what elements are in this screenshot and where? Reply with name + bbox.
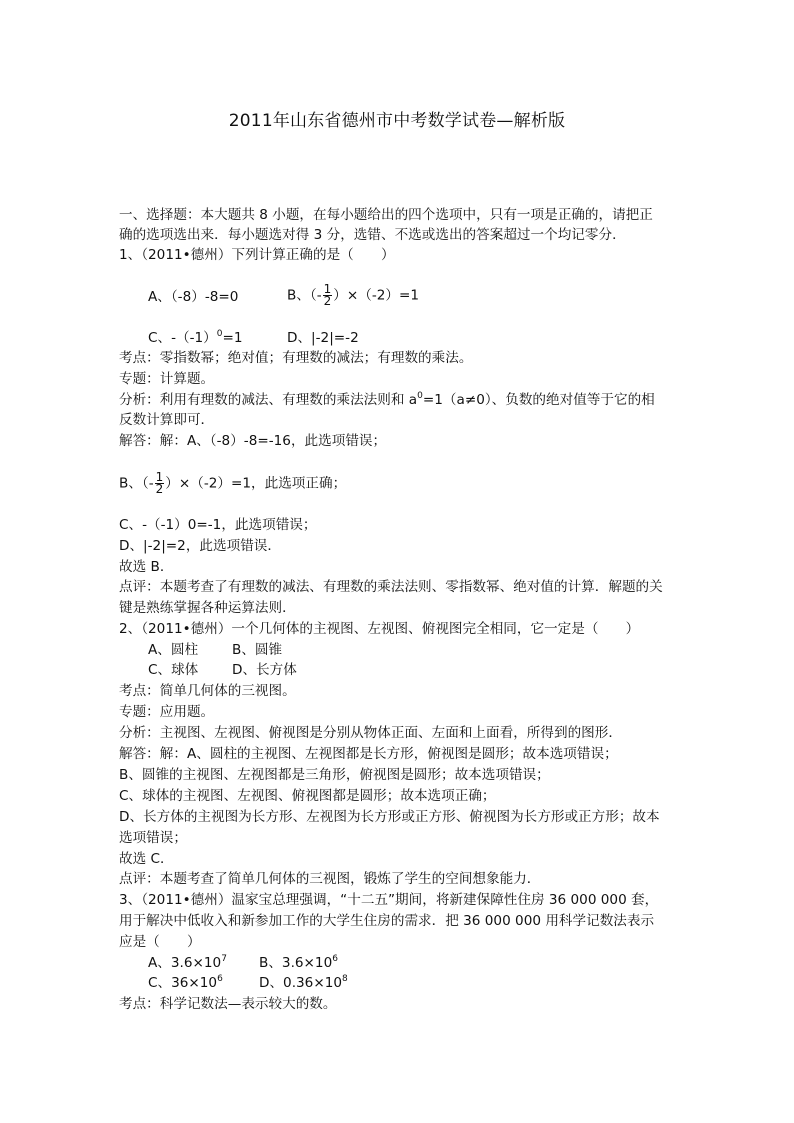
q3-stem-line1: 3、（2011•德州）温家宝总理强调，“十二五”期间，将新建保障性住房 36 000 000 套， [119, 892, 659, 908]
q1-option-c: C、$-(-1)^0=1$ [148, 329, 243, 346]
q2-jieda-b: B、圆锥的主视图、左视图都是三角形，俯视图是圆形；故本选项错误； [119, 767, 550, 783]
q2-jieda-d-line2: 选项错误； [119, 830, 187, 846]
q3-option-d: D、$0.36\times 10^8$ [259, 974, 348, 991]
q1-dianping-line2: 键是熟练掌握各种运算法则． [119, 600, 296, 616]
q2-answer: 故选 C． [119, 851, 174, 867]
q2-zhuanti: 专题：应用题。 [119, 704, 215, 720]
q1-answer: 故选 B． [119, 559, 174, 575]
q2-kaodian: 考点：简单几何体的三视图。 [119, 683, 296, 699]
q1-option-a: A、（-8）-8=0 [148, 289, 239, 305]
q1-option-b-fraction: $\frac{1}{2}$ [323, 282, 332, 308]
q1-jieda-b: B、（- $\frac{1}{2}$ ）×（-2）=1，此选项正确； [119, 470, 347, 496]
q3-option-b: B、$3.6\times 10^6$ [259, 954, 338, 971]
q1-stem: 1、（2011•德州）下列计算正确的是（ ） [119, 247, 395, 263]
q1-option-d: D、|-2|=-2 [287, 330, 359, 346]
q3-kaodian: 考点：科学记数法—表示较大的数。 [119, 996, 337, 1012]
q2-stem: 2、（2011•德州）一个几何体的主视图、左视图、俯视图完全相同，它一定是（ ） [119, 621, 640, 637]
q1-jieda-a: 解答：解：A、（-8）-8=-16，此选项错误； [119, 433, 387, 449]
q1-kaodian: 考点：零指数幂；绝对值；有理数的减法；有理数的乘法。 [119, 350, 473, 366]
q2-option-c: C、球体 [148, 662, 199, 678]
q2-dianping: 点评：本题考查了简单几何体的三视图，锻炼了学生的空间想象能力． [119, 871, 541, 887]
q2-jieda-c: C、球体的主视图、左视图、俯视图都是圆形；故本选项正确； [119, 788, 496, 804]
section-instructions-line1: 一、选择题：本大题共 8 小题，在每小题给出的四个选项中，只有一项是正确的，请把正 [119, 207, 653, 223]
q2-jieda-a: 解答：解：A、圆柱的主视图、左视图都是长方形，俯视图是圆形；故本选项错误； [119, 746, 618, 762]
q2-option-d: D、长方体 [232, 662, 297, 678]
q1-fenxi-line2: 反数计算即可． [119, 412, 215, 428]
q3-stem-line3: 应是（ ） [119, 934, 201, 950]
q2-option-b: B、圆锥 [232, 642, 283, 658]
q1-dianping-line1: 点评：本题考查了有理数的减法、有理数的乘法法则、零指数幂、绝对值的计算．解题的关 [119, 579, 663, 595]
page-title: 2011年山东省德州市中考数学试卷—解析版 [228, 111, 566, 131]
q1-zhuanti: 专题：计算题。 [119, 371, 215, 387]
q1-jieda-c: C、-（-1）0=-1，此选项错误； [119, 517, 317, 533]
q1-option-b: B、（- $\frac{1}{2}$ ）×（-2）=1 [287, 282, 420, 308]
q2-fenxi: 分析：主视图、左视图、俯视图是分别从物体正面、左面和上面看，所得到的图形． [119, 725, 622, 741]
q3-stem-line2: 用于解决中低收入和新参加工作的大学生住房的需求．把 36 000 000 用科学记数法表示 [119, 913, 655, 929]
q1-jieda-d: D、|-2|=2，此选项错误． [119, 538, 281, 554]
q2-option-a: A、圆柱 [148, 642, 199, 658]
q3-option-a: A、$3.6\times 10^7$ [148, 954, 227, 971]
section-instructions-line2: 确的选项选出来．每小题选对得 3 分，选错、不选或选出的答案超过一个均记零分． [119, 227, 626, 243]
q3-option-c: C、$36\times 10^6$ [148, 974, 223, 991]
q1-fenxi-line1: 分析：利用有理数的减法、有理数的乘法法则和 $a^0=1(a\ne 0)$、负数的绝对值等于它的相 [119, 391, 655, 408]
q1-jieda-b-fraction: $\frac{1}{2}$ [155, 470, 164, 496]
q2-jieda-d-line1: D、长方体的主视图为长方形、左视图为长方形或正方形、俯视图为长方形或正方形；故本 [119, 809, 660, 825]
